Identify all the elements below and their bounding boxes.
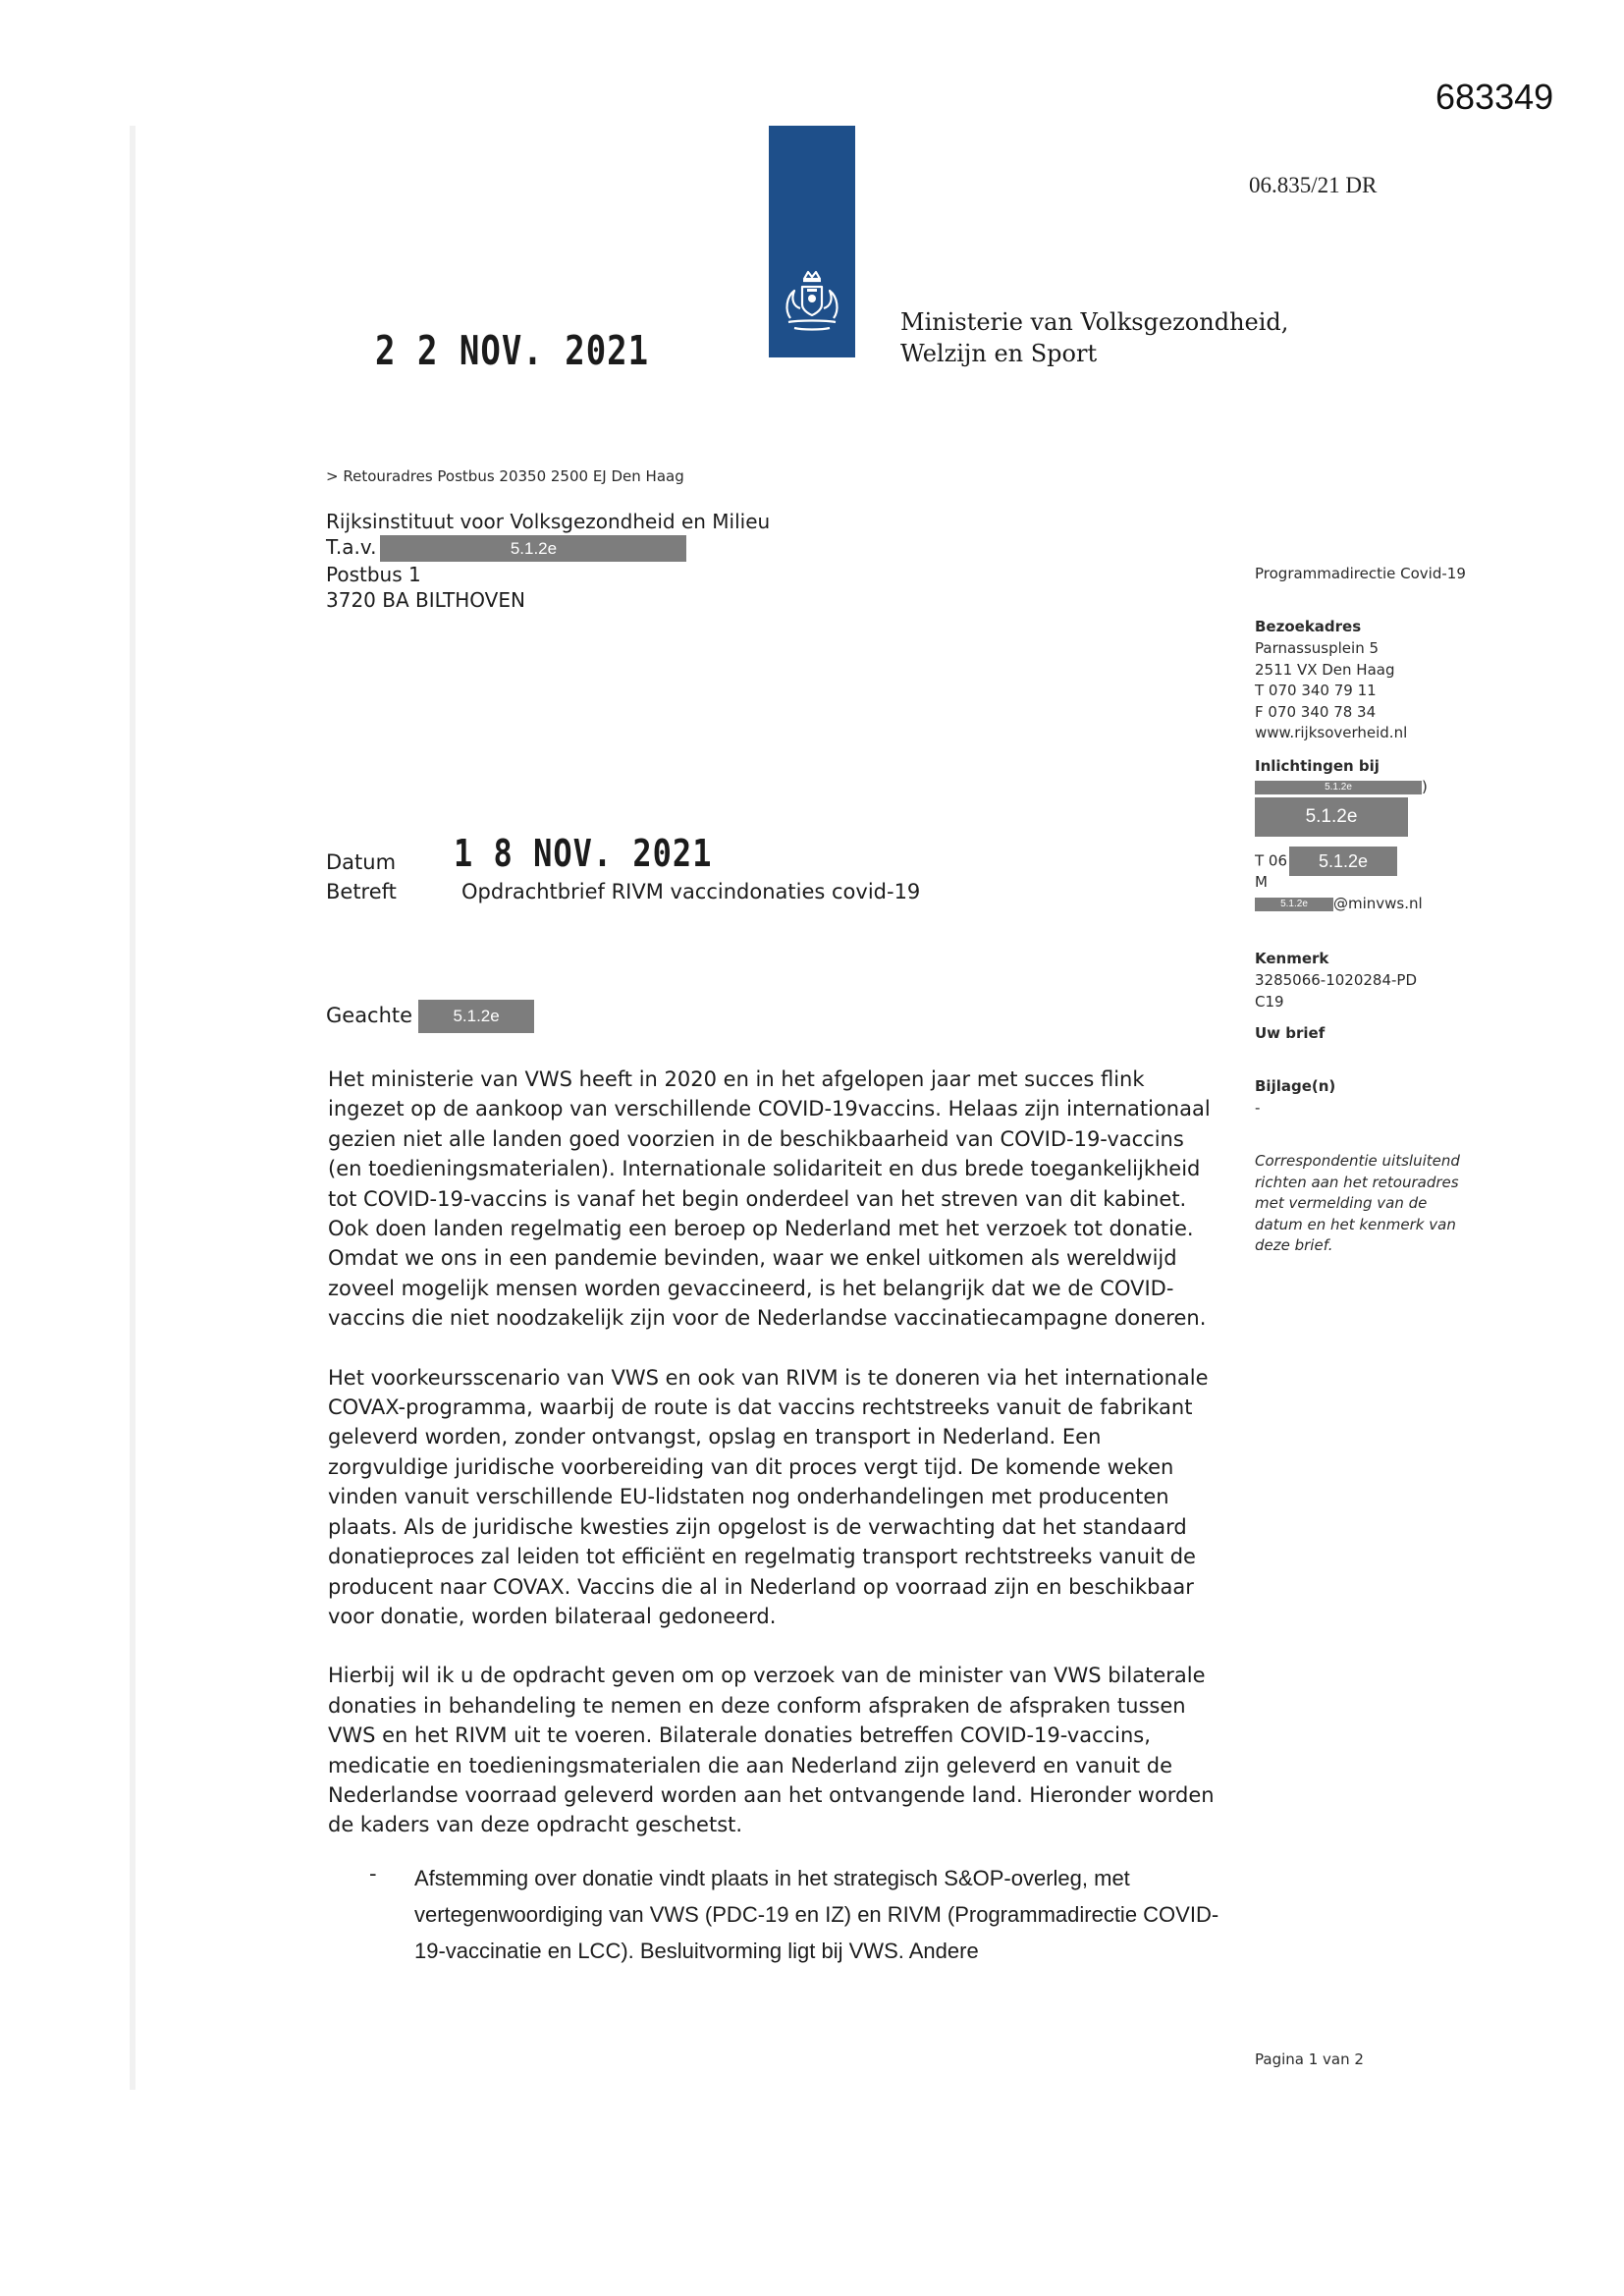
addressee-postbus: Postbus 1	[326, 563, 421, 586]
visit-street: Parnassusplein 5	[1255, 639, 1380, 657]
bijlagen-value: -	[1255, 1099, 1261, 1117]
inlichtingen-redacted-line	[1255, 777, 1540, 798]
scan-edge-shadow	[130, 126, 135, 2090]
handwritten-reference-code: 06.835/21 DR	[1249, 173, 1378, 197]
redaction-box: 5.1.2e	[1255, 781, 1422, 794]
redaction-box: 5.1.2e	[380, 535, 686, 562]
body-paragraph: Het voorkeursscenario van VWS en ook van RIVM is te doneren via het internationale COVAX-programma, waarbij de route is dat vaccins rechtstreeks vanuit de fabrikant geleverd worden, zonder ontvangst, opslag en transport in Nederland. Een zorgvuldige juridische voorbereiding van dit proces vergt tijd. De komende weken vinden vanuit verschillende EU-lidstaten nog onderhandelingen met producenten plaats. Als de juridische kwesties zijn opgelost is de verwachting dat het standaard donatieproces zal leiden tot efficiënt en regelmatig transport rechtstreeks vanuit de producent naar COVAX. Vaccins die al in Nederland op voorraad zijn en beschikbaar voor donatie, worden bilateraal gedoneerd.	[328, 1365, 1209, 1628]
ministry-name	[900, 306, 1288, 369]
visit-phone: T 070 340 79 11	[1255, 682, 1377, 699]
salutation	[326, 1000, 534, 1033]
bullet-item: Afstemming over donatie vindt plaats in het strategisch S&OP-overleg, met vertegenwoordiging van VWS (PDC-19 en IZ) en RIVM (Programmadirectie COVID-19-vaccinatie en LCC). Besluitvorming ligt bij VWS. Andere	[414, 1866, 1219, 1963]
email-domain: @minvws.nl	[1333, 895, 1423, 912]
mobile-label: M	[1255, 873, 1268, 891]
letter-body	[328, 1065, 1216, 1870]
bezoekadres-label: Bezoekadres	[1255, 618, 1362, 635]
salutation-text: Geachte	[326, 1004, 413, 1027]
addressee-city: 3720 BA BILTHOVEN	[326, 588, 525, 612]
correspondence-note: Correspondentie uitsluitend richten aan het retouradres met vermelding van de datum en het kenmerk van deze brief.	[1255, 1152, 1460, 1254]
betreft-subject: Opdrachtbrief RIVM vaccindonaties covid-19	[461, 880, 921, 903]
kenmerk-value: 3285066-1020284-PDC19	[1255, 971, 1418, 1011]
coat-of-arms-icon	[769, 259, 855, 357]
bullet-marker: -	[369, 1862, 377, 1886]
rijksoverheid-logo	[769, 126, 855, 357]
closing-parenthesis: )	[1422, 778, 1428, 795]
sidebar-department: Programmadirectie Covid-19	[1255, 565, 1466, 582]
document-number: 683349	[1435, 77, 1554, 117]
body-paragraph: Het ministerie van VWS heeft in 2020 en in het afgelopen jaar met succes flink ingezet op de aankoop van verschillende COVID-19vaccins. Helaas zijn internationaal gezien niet alle landen goed voorzien in de beschikbaarheid van COVID-19-vaccins (en toedieningsmaterialen). Internationale solidariteit en dus brede toegankelijkheid tot COVID-19-vaccins is vanaf het begin onderdeel van het streven van dit kabinet. Ook doen landen regelmatig een beroep op Nederland met het verzoek tot donatie. Omdat we ons in een pandemie bevinden, waar we enkel uitkomen als wereldwijd zoveel mogelijk mensen worden gevaccineerd, is het belangrijk dat we de COVID-vaccins die niet noodzakelijk zijn voor de Nederlandse vaccinatiecampagne doneren.	[328, 1067, 1211, 1331]
addressee-tav-line	[326, 534, 770, 562]
addressee-organisation: Rijksinstituut voor Volksgezondheid en Milieu	[326, 510, 771, 533]
received-date-stamp: 2 2 NOV. 2021	[375, 328, 650, 375]
ministry-name-line-2: Welzijn en Sport	[900, 340, 1098, 367]
betreft-label: Betreft	[326, 880, 397, 903]
redaction-box: 5.1.2e	[1255, 898, 1333, 911]
redaction-box: 5.1.2e	[418, 1000, 534, 1033]
redaction-box: 5.1.2e	[1255, 797, 1408, 837]
datum-label: Datum	[326, 850, 397, 874]
inlichtingen-redacted-name	[1255, 797, 1408, 837]
redaction-box: 5.1.2e	[1289, 847, 1397, 876]
kenmerk-label: Kenmerk	[1255, 950, 1329, 967]
return-address: > Retouradres Postbus 20350 2500 EJ Den Haag	[326, 467, 684, 485]
datum-stamp: 1 8 NOV. 2021	[454, 831, 713, 876]
visit-website: www.rijksoverheid.nl	[1255, 724, 1408, 741]
inlichtingen-label: Inlichtingen bij	[1255, 757, 1380, 775]
addressee-block	[326, 509, 770, 613]
visit-fax: F 070 340 78 34	[1255, 702, 1377, 721]
body-paragraph: Hierbij wil ik u de opdracht geven om op verzoek van de minister van VWS bilaterale donaties in behandeling te nemen en deze conform afspraken de afspraken tussen VWS en het RIVM uit te voeren. Bilaterale donaties betreffen COVID-19-vaccins, medicatie en toedieningsmaterialen die aan Nederland zijn geleverd en vanuit de Nederlandse voorraad geleverd worden aan het ontvangende land. Hieronder worden de kaders van deze opdracht geschetst.	[328, 1664, 1215, 1837]
visit-address	[1255, 638, 1481, 744]
tav-label: T.a.v.	[326, 535, 377, 559]
uw-brief-label: Uw brief	[1255, 1024, 1326, 1042]
ministry-name-line-1: Ministerie van Volksgezondheid,	[900, 308, 1289, 336]
email-line	[1255, 894, 1540, 915]
telephone-prefix: T 06	[1255, 851, 1288, 870]
visit-city: 2511 VX Den Haag	[1255, 660, 1395, 679]
page-number: Pagina 1 van 2	[1255, 2050, 1364, 2068]
bijlagen-label: Bijlage(n)	[1255, 1077, 1336, 1095]
